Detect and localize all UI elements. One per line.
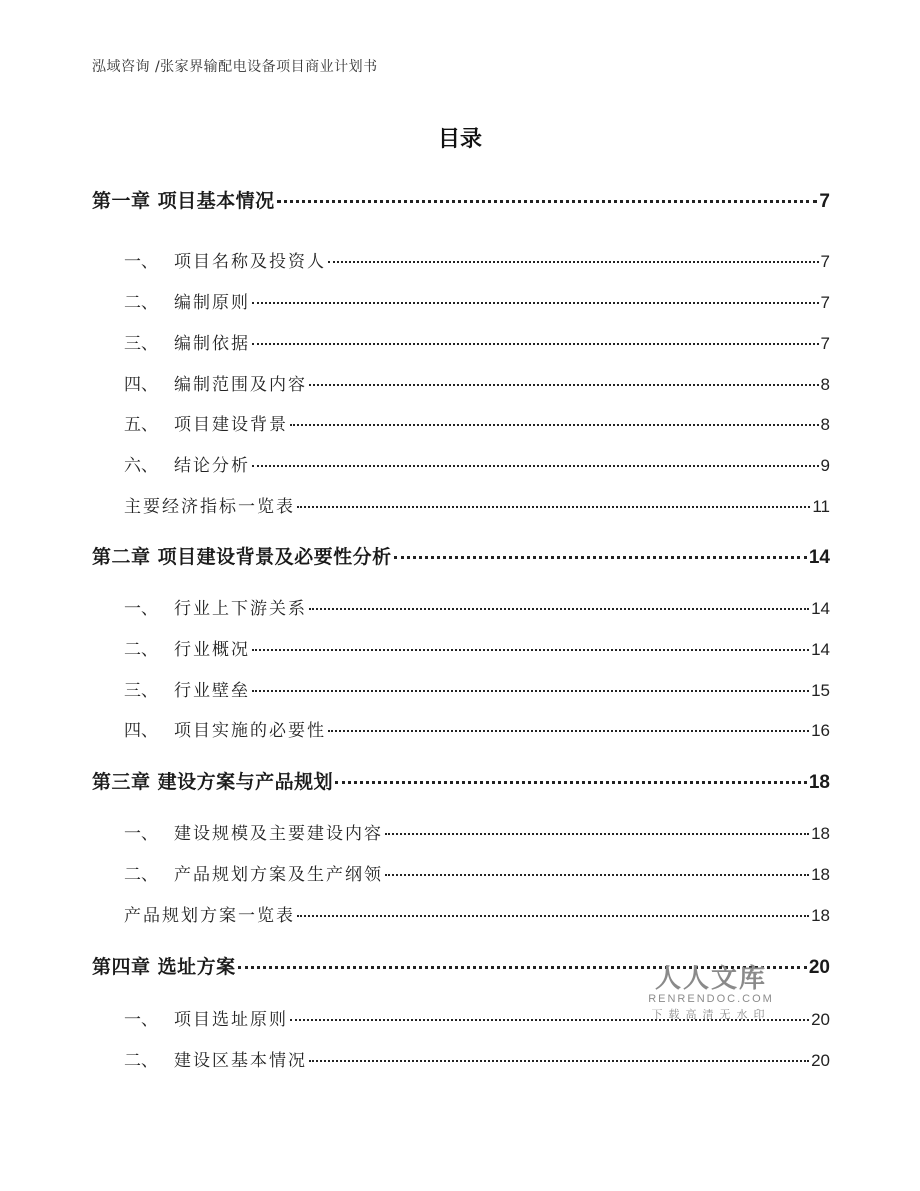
toc-entry-label: 主要经济指标一览表	[124, 497, 295, 517]
toc-entry-label: 编制依据	[174, 334, 250, 354]
dot-leader	[252, 343, 819, 345]
toc-entry-number: 二、	[124, 1051, 158, 1071]
toc-entry-label: 行业壁垒	[174, 681, 250, 701]
dot-leader	[252, 302, 819, 304]
toc-entry-label: 第四章 选址方案	[92, 956, 236, 978]
toc-entry[interactable]	[92, 288, 830, 313]
toc-page-number: 7	[820, 293, 830, 312]
toc-entry-label: 行业概况	[174, 640, 250, 660]
toc-entry-number: 三、	[124, 334, 158, 354]
toc-entry[interactable]	[92, 901, 830, 926]
toc-entry[interactable]	[92, 676, 830, 701]
toc-entry-label: 产品规划方案一览表	[124, 906, 295, 926]
watermark-site: RENRENDOC.COM	[648, 993, 774, 1005]
toc-page-number: 15	[811, 681, 830, 700]
dot-leader	[385, 833, 809, 835]
toc-entry-label: 行业上下游关系	[174, 599, 307, 619]
toc-page-number: 18	[808, 772, 830, 793]
toc-entry-label: 项目实施的必要性	[174, 721, 326, 741]
watermark-logo	[648, 958, 774, 1022]
toc-chapter-1[interactable]	[92, 186, 830, 213]
dot-leader	[309, 1060, 809, 1062]
toc-entry-number: 一、	[124, 1010, 158, 1030]
toc-page-number: 18	[811, 865, 830, 884]
toc-page-number: 9	[820, 456, 830, 475]
toc-entry[interactable]	[92, 410, 830, 435]
dot-leader	[328, 261, 819, 263]
toc-entry-label: 结论分析	[174, 456, 250, 476]
toc-entry-label: 第一章 项目基本情况	[92, 190, 275, 212]
toc-page-number: 11	[812, 497, 830, 516]
toc-entry-label: 产品规划方案及生产纲领	[174, 865, 383, 885]
toc-entry-number: 四、	[124, 721, 158, 741]
toc-entry-number: 二、	[124, 865, 158, 885]
toc-entry-label: 建设规模及主要建设内容	[174, 824, 383, 844]
watermark-title: 人人文库	[654, 964, 767, 994]
toc-entry[interactable]	[92, 716, 830, 741]
toc-entry[interactable]	[92, 635, 830, 660]
toc-page-number: 14	[808, 547, 830, 568]
toc-entry-label: 编制原则	[174, 293, 250, 313]
dot-leader	[297, 915, 809, 917]
toc-entry-label: 第二章 项目建设背景及必要性分析	[92, 546, 392, 568]
toc-page-number: 16	[811, 721, 830, 740]
toc-page-number: 8	[820, 375, 830, 394]
dot-leader	[290, 424, 819, 426]
page-title: 目录	[437, 127, 482, 152]
dot-leader	[277, 200, 818, 203]
toc-chapter-3[interactable]	[92, 767, 830, 794]
toc-entry-number: 二、	[124, 293, 158, 313]
dot-leader	[252, 690, 809, 692]
toc-chapter-2[interactable]	[92, 542, 830, 569]
dot-leader	[385, 874, 809, 876]
toc-entry-label: 项目选址原则	[174, 1010, 288, 1030]
toc-entry[interactable]	[92, 329, 830, 354]
toc-entry[interactable]	[92, 819, 830, 844]
toc-entry-number: 一、	[124, 599, 158, 619]
dot-leader	[309, 608, 809, 610]
toc-page-number: 20	[811, 1051, 830, 1070]
toc-page-number: 18	[811, 824, 830, 843]
toc-entry[interactable]	[92, 860, 830, 885]
running-header: 泓域咨询 /张家界输配电设备项目商业计划书	[92, 59, 378, 75]
toc-entry-label: 项目建设背景	[174, 415, 288, 435]
toc-entry-label: 项目名称及投资人	[174, 252, 326, 272]
toc-page-number: 20	[808, 957, 830, 978]
toc-entry-number: 一、	[124, 824, 158, 844]
toc-page-number: 14	[811, 640, 830, 659]
dot-leader	[394, 556, 807, 559]
toc-entry[interactable]	[92, 1046, 830, 1071]
toc-entry-number: 六、	[124, 456, 158, 476]
toc-entry[interactable]	[92, 594, 830, 619]
dot-leader	[252, 649, 809, 651]
toc-entry-number: 五、	[124, 415, 158, 435]
toc-entry-number: 四、	[124, 375, 158, 395]
toc-page-number: 7	[819, 191, 830, 212]
toc-entry[interactable]	[92, 370, 830, 395]
toc-entry-number: 三、	[124, 681, 158, 701]
watermark-subtitle: 下载高清无水印	[651, 1008, 771, 1021]
toc-page-number: 18	[811, 906, 830, 925]
toc-entry-label: 编制范围及内容	[174, 375, 307, 395]
toc-entry[interactable]	[92, 492, 830, 517]
toc-page-number: 7	[820, 334, 830, 353]
toc-entry[interactable]	[92, 247, 830, 272]
dot-leader	[328, 730, 809, 732]
dot-leader	[309, 384, 819, 386]
toc-page-number: 7	[820, 252, 830, 271]
toc-page-number: 14	[811, 599, 830, 618]
toc-page-number: 8	[820, 415, 830, 434]
toc-entry-label: 第三章 建设方案与产品规划	[92, 771, 334, 793]
dot-leader	[335, 781, 807, 784]
toc-entry-number: 二、	[124, 640, 158, 660]
dot-leader	[252, 465, 819, 467]
toc-entry[interactable]	[92, 451, 830, 476]
toc-page-number: 20	[811, 1010, 830, 1029]
dot-leader	[297, 506, 810, 508]
toc-entry-number: 一、	[124, 252, 158, 272]
toc-entry-label: 建设区基本情况	[174, 1051, 307, 1071]
